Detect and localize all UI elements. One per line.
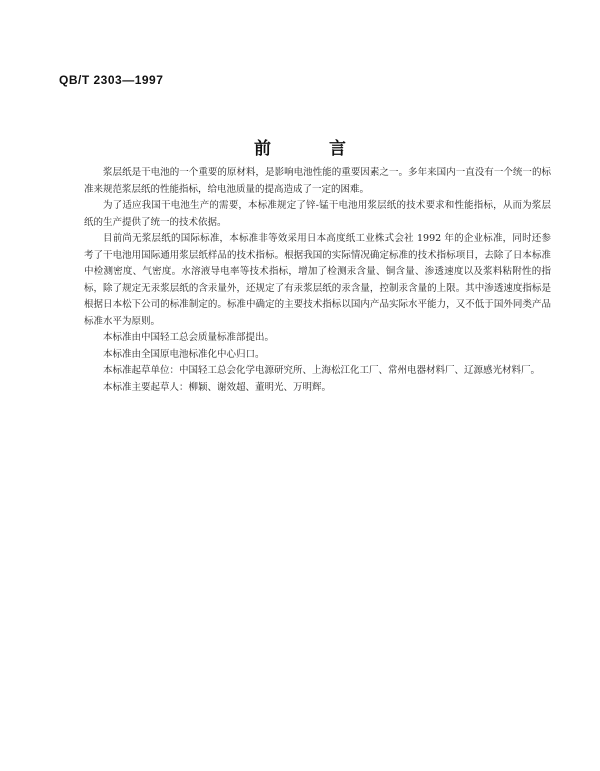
paragraph-drafting-units: 本标准起草单位：中国轻工总会化学电源研究所、上海松江化工厂、常州电器材料厂、辽源感光材料厂。 xyxy=(103,365,541,376)
page-title: 前 言 xyxy=(254,139,372,159)
standard-code: QB/T 2303—1997 xyxy=(59,73,164,87)
paragraph-drafters: 本标准主要起草人：柳颖、谢效超、董明光、万明辉。 xyxy=(103,381,332,393)
paragraph-managed-by: 本标准由全国原电池标准化中心归口。 xyxy=(103,348,265,360)
document-body xyxy=(84,165,551,396)
paragraph-proposed-by: 本标准由中国轻工总会质量标准部提出。 xyxy=(103,332,275,343)
paragraph-reference-standards: 目前尚无浆层纸的国际标准，本标准非等效采用日本高度纸工业株式会社 1992 年的企业标准，同时还参考了干电池用国际通用浆层纸样品的技术指标。根据我国的实际情况确定标准的技术指标项目，去除了日本标准中检测密度、气密度。水溶液导电率等技术指标，增加了检测汞含量、铜含量、渗透速度以及浆料粘附性的指标，除了规定无汞浆层纸的含汞量外，还规定了有汞浆层纸的汞含量，控制汞含量的上限。其中渗透速度指标是根据日本松下公司的标准制定的。标准中确定的主要技术指标以国内产品实际水平能力，又不低于国外同类产品标准水平为原则。 xyxy=(84,233,551,327)
paragraph-intro: 浆层纸是干电池的一个重要的原材料，是影响电池性能的重要因素之一。多年来国内一直没有一个统一的标准来规范浆层纸的性能指标，给电池质量的提高造成了一定的困难。 xyxy=(84,167,551,195)
paragraph-purpose: 为了适应我国干电池生产的需要，本标准规定了锌-锰干电池用浆层纸的技术要求和性能指标，从而为浆层纸的生产提供了统一的技术依据。 xyxy=(84,200,551,228)
